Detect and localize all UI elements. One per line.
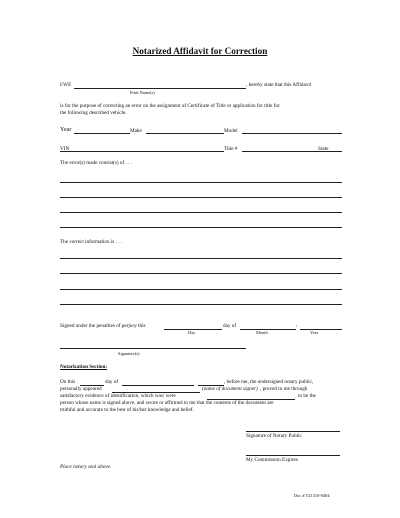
correct-info-label: The correct information is . . .	[60, 239, 123, 245]
commission-expires-line[interactable]	[246, 455, 340, 456]
vin-field-line[interactable]	[60, 151, 224, 152]
print-names-caption: Print Name(s)	[130, 90, 155, 95]
purpose-line-1: is for the purpose of correcting an error on the assignment of Certificate of Title or application for title for	[60, 103, 280, 109]
on-this-text: On this	[60, 379, 76, 385]
satisfactory-text: satisfactory evidence of identification, which was/ were	[60, 393, 176, 399]
before-me-text: , before me, the undersigned notary public,	[224, 379, 314, 385]
make-label: Make	[130, 128, 142, 134]
signed-month-line[interactable]	[240, 329, 296, 330]
person-line-text: person whose name is signed above, and swore or affirmed to me that the contents of the document are	[60, 400, 274, 406]
errors-line-4[interactable]	[60, 227, 342, 228]
purpose-line-2: the following described vehicle.	[60, 110, 127, 116]
commission-expires-caption: My Commission Expires	[246, 457, 298, 463]
errors-line-1[interactable]	[60, 182, 342, 183]
state-label: State	[318, 146, 329, 152]
signature-line[interactable]	[60, 348, 246, 349]
personally-appeared-text: personally appeared	[60, 386, 102, 392]
notarization-heading: Notarization Section:	[60, 364, 108, 370]
notary-month-line[interactable]	[122, 385, 194, 386]
correct-line-4[interactable]	[60, 304, 342, 305]
correct-line-2[interactable]	[60, 273, 342, 274]
notary-signature-line[interactable]	[246, 431, 340, 432]
state-affidavit-text: , hereby state that this Affidavit	[246, 82, 312, 88]
year-field-line[interactable]	[74, 133, 130, 134]
print-names-line[interactable]	[74, 88, 246, 89]
document-title: Notarized Affidavit for Correction	[132, 46, 268, 56]
make-field-line[interactable]	[146, 133, 224, 134]
truthful-line-text: truthful and accurate to the best of his/her knowledge and belief.	[60, 407, 194, 413]
signed-comma: ,	[296, 322, 298, 328]
month-caption: Month	[256, 330, 268, 335]
title-number-field-line[interactable]	[242, 151, 316, 152]
errors-line-3[interactable]	[60, 212, 342, 213]
state-field-line[interactable]	[316, 151, 342, 152]
day-caption: Day	[188, 330, 196, 335]
year-caption: Year	[310, 330, 319, 335]
iwe-label: I/WE	[60, 82, 72, 88]
year-label: Year	[60, 126, 72, 133]
vin-label: VIN	[60, 146, 70, 152]
to-be-the-text: to be the	[298, 393, 316, 399]
signed-year-line[interactable]	[300, 329, 342, 330]
name-of-signer-caption: (name of document signer)	[202, 386, 258, 392]
correct-line-3[interactable]	[60, 289, 342, 290]
correct-line-1[interactable]	[60, 258, 342, 259]
signature-caption: Signature(s)	[118, 351, 140, 356]
errors-label: The error(s) made consist(s) of . . .	[60, 160, 133, 166]
notary-seal-note: Place notary seal above.	[60, 464, 112, 470]
signed-perjury-text: Signed under the penalties of perjury this	[60, 323, 146, 329]
proved-text: , proved to me through	[260, 386, 308, 392]
model-field-line[interactable]	[242, 133, 342, 134]
document-number: Doc # T21310-0404	[294, 493, 330, 498]
errors-line-2[interactable]	[60, 197, 342, 198]
model-label: Model	[224, 128, 238, 134]
notary-signature-caption: Signature of Notary Public	[246, 433, 302, 439]
notary-day-of: day of	[105, 379, 119, 385]
signed-day-of: day of	[223, 323, 237, 329]
title-number-label: Title #	[224, 146, 238, 152]
